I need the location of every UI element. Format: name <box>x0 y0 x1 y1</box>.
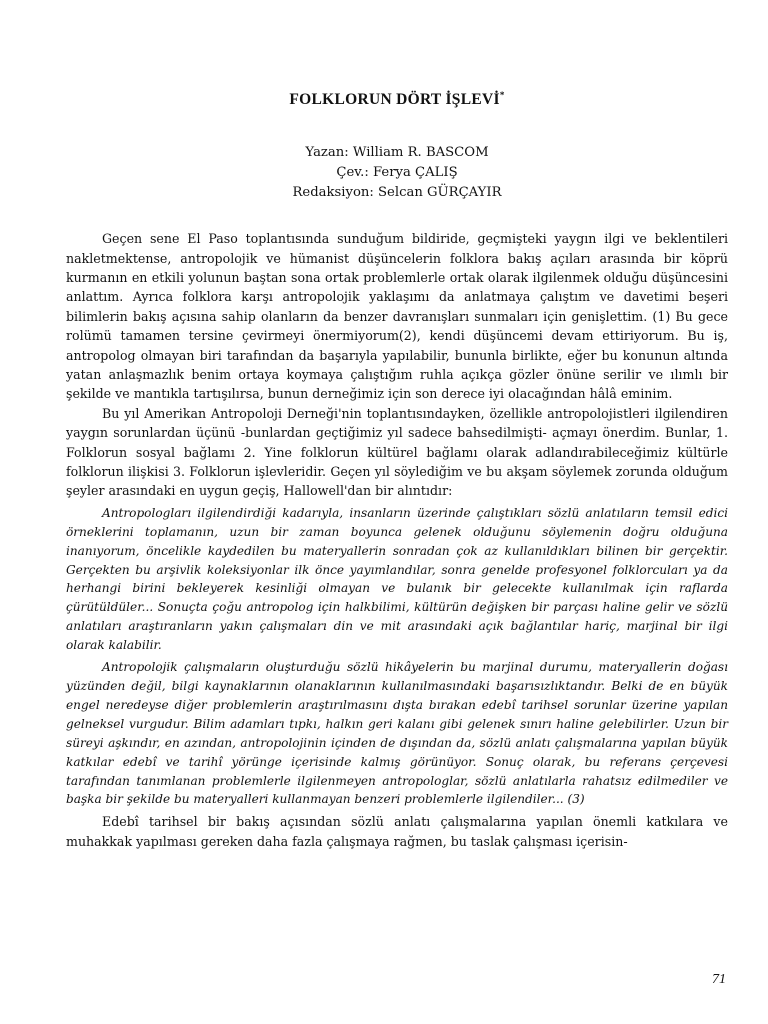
body-paragraph: Edebî tarihsel bir bakış açısından sözlü anlatı çalışmalarına yapılan önemli katkılara ve muhakkak yapılması gereken daha fazla çalışmaya rağmen, bu taslak çalışması içerisin- <box>66 814 728 849</box>
block-quote: Antropologları ilgilendirdiği kadarıyla, insanların üzerinde çalıştıkları sözlü anlatıların temsil edici örneklerini toplamanın, uzun bir zaman boyunca gelenek olduğunu söylemenin doğru olduğuna inanıyorum, öncelikle kaydedilen bu materyallerin sonradan çok az kullanıldıkları bilinen bir gerçektir. Gerçekten bu arşivlik koleksiyonlar ilk önce yayımlandılar, sonra genelde profesyonel folklorcuları ya da herhangi birini bekleyerek kesinliği olmayan ve bulanık bir gelecekte kullanılmak için raflarda çürütüldüler... Sonuçta çoğu antropolog için halkbilimi, kültürün değişken bir parçası haline gelir ve sözlü anlatıları araştıranların yakın çalışmaları din ve mit arasındaki açık bağlantılar hariç, marjinal bir ilgi olarak kalabilir. <box>66 505 728 653</box>
body-paragraph: Geçen sene El Paso toplantısında sunduğum bildiride, geçmişteki yaygın ilgi ve beklentileri nakletmektense, antropolojik ve hümanist düşüncelerin folklora bakış açıları arasında bir köprü kurmanın en etkili yolunun baştan sona ortak problemlerle ortak olarak ilgilenmek olduğu düşüncesini anlattım. Ayrıca folklora karşı antropolojik yaklaşımı da anlatmaya çalıştım ve davetimi beşeri bilimlerin bakış açısına sahip olanların da benzer davranışları sunmaları için genişlettim. (1) Bu gece rolümü tamamen tersine çevirmeyi önermiyorum(2), kendi düşüncemi devam ettiriyorum. Bu iş, antropolog olmayan biri tarafından da başarıyla yapılabilir, bununla birlikte, eğer bu konunun altında yatan anlaşmazlık benim ortaya koymaya çalıştığım ruhla açıkça gözler önüne serilir ve ılımlı bir şekilde ve mantıkla tartışılırsa, bunun derneğimiz için son derece iyi olacağından hâlâ eminim. <box>66 231 728 402</box>
block-quote: Antropolojik çalışmaların oluşturduğu sözlü hikâyelerin bu marjinal durumu, materyallerin doğası yüzünden değil, bilgi kaynaklarının olanaklarının kullanılmasındaki başarısızlıktandır. Belki de en büyük engel neredeyse diğer problemlerin araştırılmasını dışta bırakan edebî tarihsel sorunlar üzerine yapılan gelneksel vurgudur. Bilim adamları tıpkı, halkın geri kalanı gibi gelenek sınırı haline gelebilirler. Uzun bir süreyi aşkındır, en azından, antropolojinin içinden de dışından da, sözlü anlatı çalışmalarına yapılan büyük katkılar edebî ve tarihî yörünge içerisinde kalmış görünüyor. Sonuç olarak, bu referans çerçevesi tarafından tanımlanan problemlerle ilgilenmeyen antropologlar, sözlü anlatılarla rahatsız edilmediler ve başka bir şekilde bu materyalleri kullanmayan benzeri problemlerle ilgilendiler... (3) <box>66 660 728 807</box>
page-number: 71 <box>712 972 726 987</box>
translator-line: Çev.: Ferya ÇALIŞ <box>336 165 458 181</box>
article-title <box>66 90 728 109</box>
editor-line: Redaksiyon: Selcan GÜRÇAYIR <box>292 185 502 201</box>
byline <box>66 143 728 203</box>
article-title-text: FOLKLORUN DÖRT İŞLEVİ <box>289 91 500 109</box>
author-line: Yazan: William R. BASCOM <box>305 145 489 161</box>
footnote-marker: * <box>499 90 505 100</box>
body-paragraph: Bu yıl Amerikan Antropoloji Derneği'nin toplantısındayken, özellikle antropolojistleri ilgilendiren yaygın sorunlardan üçünü -bunlardan geçtiğimiz yıl sadece bahsedilmişti- açmayı önerdim. Bunlar, 1. Folklorun sosyal bağlamı 2. Yine folklorun kültürel bağlamı olarak adlandırabileceğimiz kültürle folklorun ilişkisi 3. Folklorun işlevleridir. Geçen yıl söylediğim ve bu akşam söylemek zorunda olduğum şeyler arasındaki en uygun geçiş, Hallowell'dan bir alıntıdır: <box>66 405 728 499</box>
